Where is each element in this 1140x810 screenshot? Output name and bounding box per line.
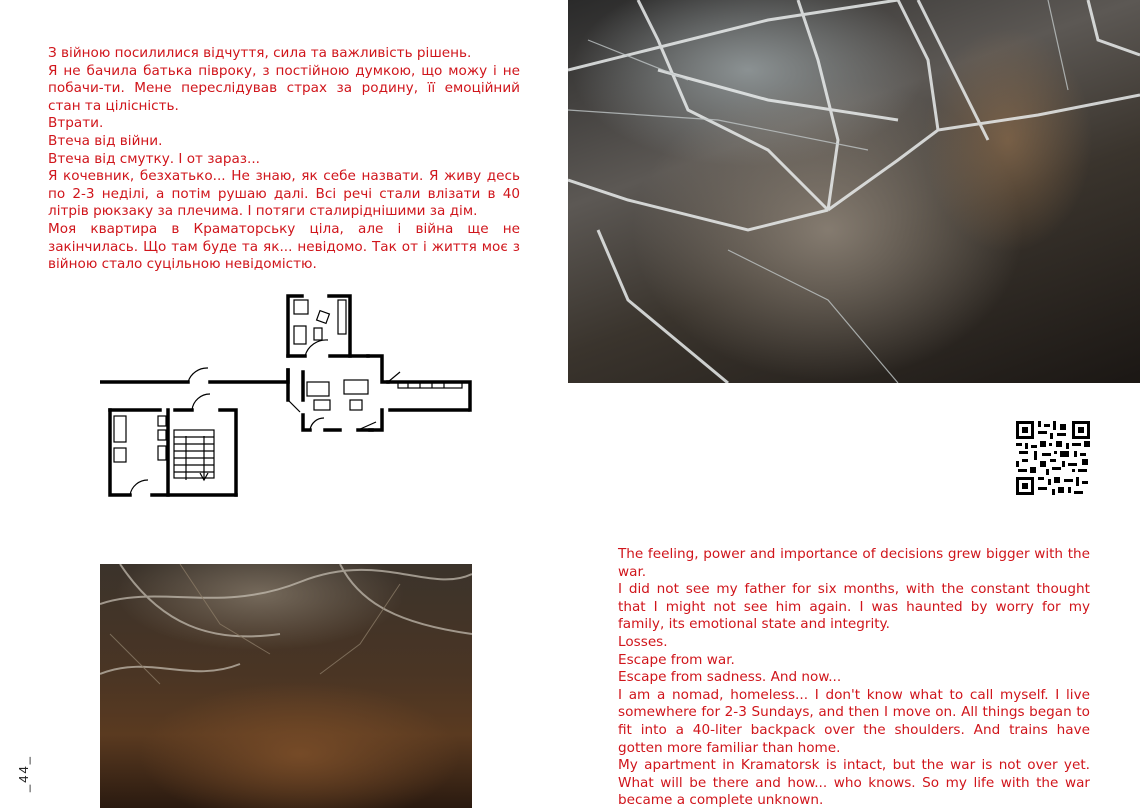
ua-line: Моя квартира в Краматорську ціла, але і війна ще не закінчилась. Що там буде та як... невідомо. Так от і життя моє з війною стало суцільною невідомістю.: [48, 220, 520, 273]
en-line: Escape from war.: [618, 651, 735, 668]
ua-line: З війною посилилися відчуття, сила та важливість рішень.: [48, 45, 472, 61]
ua-line: Втеча від смутку. І от зараз...: [48, 150, 260, 167]
en-line: I did not see my father for six months, with the constant thought that I might not see him again. I was haunted by worry for my family, its emotional state and integrity.: [618, 581, 1090, 633]
ua-line: Втеча від війни.: [48, 132, 163, 149]
english-text-block: [618, 546, 1090, 810]
en-line: I am a nomad, homeless... I don't know what to call myself. I live somewhere for 2-3 Sundays, and then I move on. All things began to fit into a 40-liter backpack over the shoulders. And trains have gotten more familiar than home.: [618, 686, 1090, 756]
glass-cracks: [568, 0, 1140, 383]
apartment-floor-plan: [100, 290, 472, 500]
broken-glass-photo: [568, 0, 1140, 383]
qr-code[interactable]: [1016, 421, 1090, 495]
ukrainian-text-block: [48, 45, 520, 274]
ua-line: Я кочевник, безхатько... Не знаю, як себе назвати. Я живу десь по 2-3 неділі, а потім рушаю далі. Всі речі стали влізати в 40 літрів рюкзаку за плечима. І потяги сталиріднішими за дім.: [48, 168, 520, 220]
en-line: The feeling, power and importance of decisions grew bigger with the war.: [618, 546, 1090, 580]
en-line: Escape from sadness. And now...: [618, 669, 842, 686]
page-number: _44_: [16, 755, 31, 792]
ua-line: Я не бачила батька півроку, з постійною думкою, що можу і не побачи-ти. Мене переслідував страх за родину, її емоційний стан та цілісність.: [48, 62, 520, 114]
soil-branches-photo: [100, 564, 472, 808]
ua-line: Втрати.: [48, 115, 104, 132]
soil-branches: [100, 564, 472, 808]
en-line: My apartment in Kramatorsk is intact, but the war is not over yet. What will be there and how... who knows. So my life with the war became a complete unknown.: [618, 757, 1090, 809]
en-line: Losses.: [618, 633, 668, 650]
